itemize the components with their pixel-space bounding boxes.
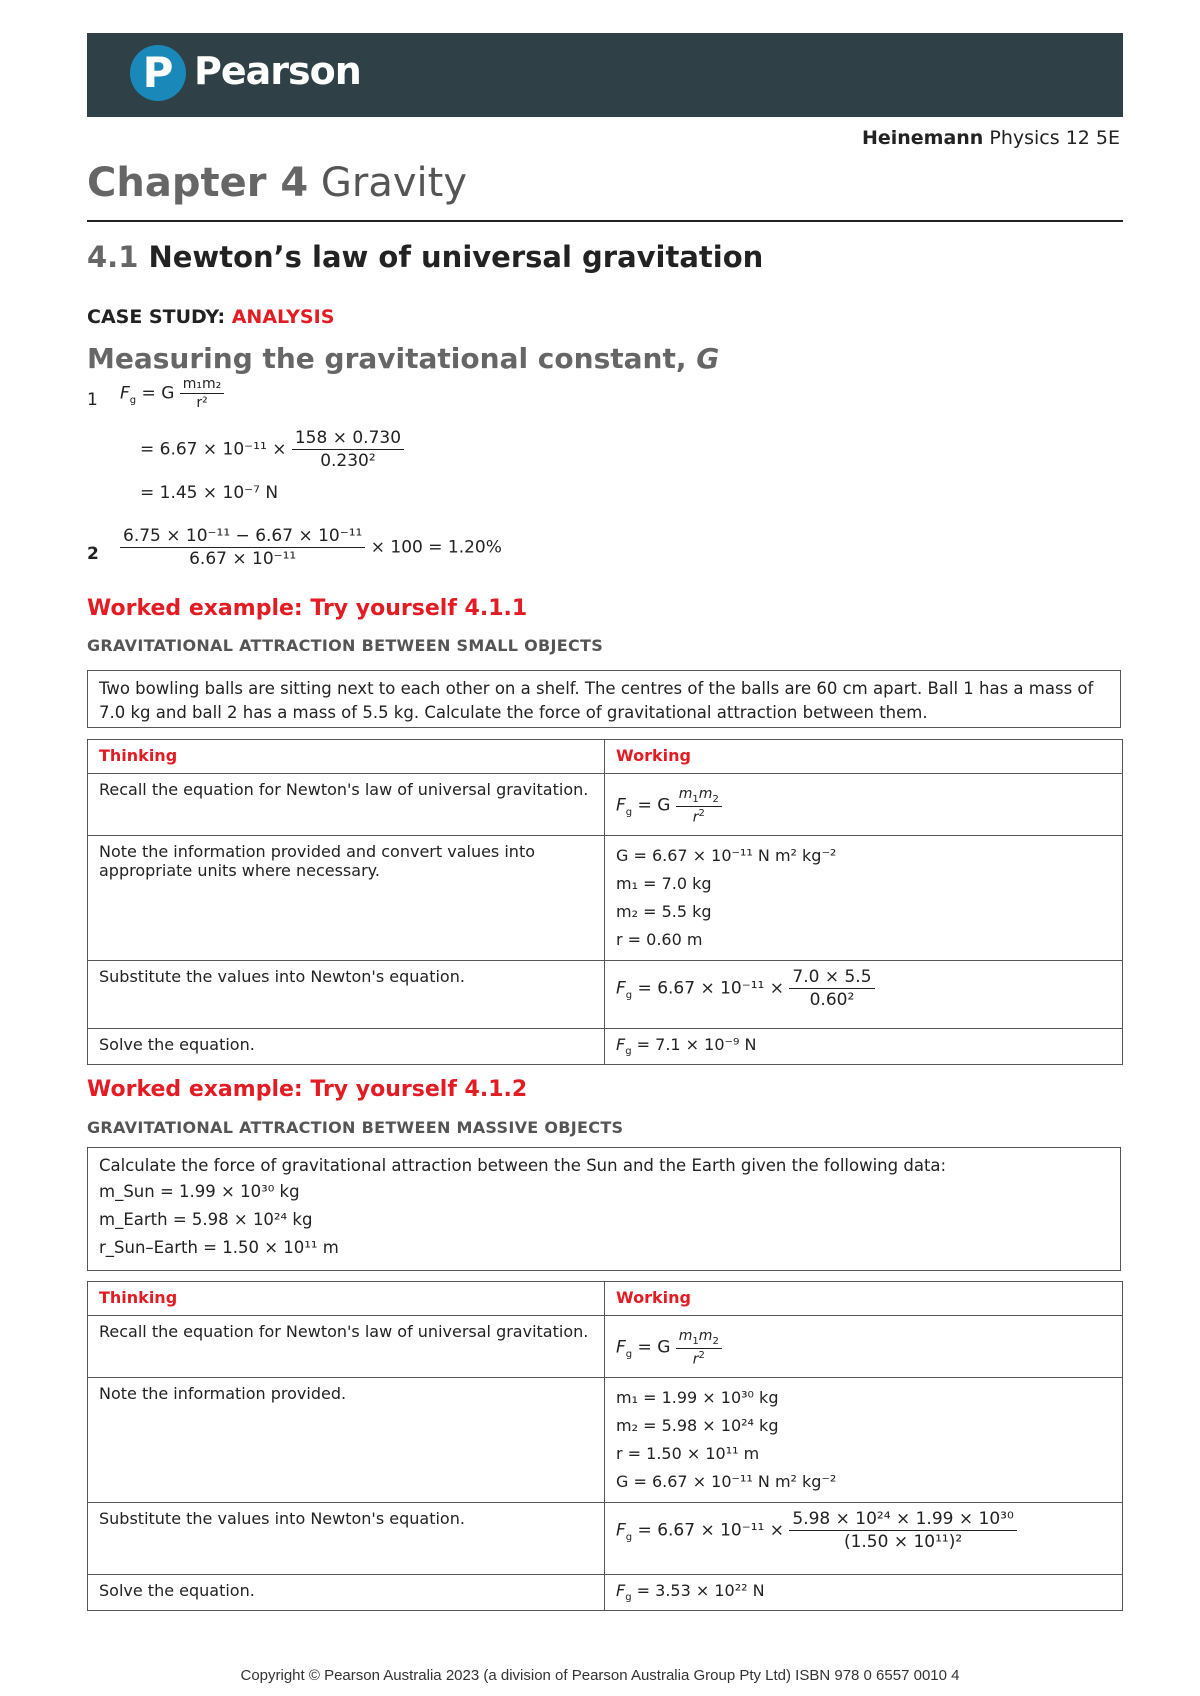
logo-glyph: P [142,48,174,97]
title-rule [87,220,1123,222]
copyright-footer: Copyright © Pearson Australia 2023 (a division of Pearson Australia Group Pty Ltd) ISBN 978 0 6557 0010 4 [240,1667,960,1684]
pearson-logo-icon [130,45,186,101]
answer-1-line2: = 6.67 × 10⁻¹¹ × $\frac{158 \times 0.730}{\text{0.230²}}$ [140,428,404,471]
table-row: Substitute the values into Newton's equation. $F_g = 6.67 \times 10^{-11}$ × $\frac{7.0 \times 5.5}{\text{0.60²}}$ [88,961,1123,1029]
section-title: 4.1 Newton’s law of universal gravitation [87,240,764,274]
table-row: Note the information provided. m₁ = 1.99 × 10³⁰ kg m₂ = 5.98 × 10²⁴ kg r = 1.50 × 10¹¹ m G = 6.67 × 10⁻¹¹ N m² kg⁻² [88,1378,1123,1503]
table-row: Substitute the values into Newton's equation. $F_g = 6.67 \times 10^{-11}$ × $\frac{\text{5.98 × 10²⁴ × 1.99 × 10³⁰}}{\text{(1.50 × 10¹¹)²}}$ [88,1503,1123,1575]
example-2-subtitle: GRAVITATIONAL ATTRACTION BETWEEN MASSIVE OBJECTS [87,1118,624,1137]
answer-1-line3: = 1.45 × 10⁻⁷ N [140,483,279,503]
header-banner [87,33,1123,117]
table-row: Solve the equation. $F_g = 3.53 \times 10^{22}$ N [88,1575,1123,1611]
table-row: Solve the equation. $F_g = 7.1 \times 10^{-9}$ N [88,1029,1123,1065]
example-2-table [87,1281,1123,1611]
working-cell: $F_g = G$ $\frac{m_1m_2}{r^2}$ [605,774,1123,836]
example-1-table [87,739,1123,1065]
table-row: Recall the equation for Newton's law of universal gravitation. $F_g = G$ $\frac{m_1m_2}{r^2}$ [88,1316,1123,1378]
table-header-thinking: Thinking [88,1282,605,1316]
example-2-title: Worked example: Try yourself 4.1.2 [87,1077,528,1102]
example-1-subtitle: GRAVITATIONAL ATTRACTION BETWEEN SMALL OBJECTS [87,636,604,655]
example-1-question: Two bowling balls are sitting next to each other on a shelf. The centres of the balls are 60 cm apart. Ball 1 has a mass of 7.0 kg and ball 2 has a mass of 5.5 kg. Calculate the force of gravitational attraction between them. [87,670,1121,728]
working-cell: G = 6.67 × 10⁻¹¹ N m² kg⁻² m₁ = 7.0 kg m₂ = 5.5 kg r = 0.60 m [605,836,1123,961]
book-title: Heinemann Physics 12 5E [861,127,1120,149]
answer-2-number: 2 [87,544,99,564]
table-header-thinking: Thinking [88,740,605,774]
table-header-working: Working [605,1282,1123,1316]
answer-1-line1: $F_g = G$ $\frac{\text{m₁m₂}}{\text{r²}}$ [120,376,224,411]
working-cell: $F_g = 6.67 \times 10^{-11}$ × $\frac{7.0 \times 5.5}{\text{0.60²}}$ [605,961,1123,1029]
example-1-title: Worked example: Try yourself 4.1.1 [87,596,528,621]
example-2-question: Calculate the force of gravitational attraction between the Sun and the Earth given the following data: m_Sun = 1.99 × 10³⁰ kg m_Earth = 5.98 × 10²⁴ kg r_Sun–Earth = 1.50 × 10¹¹ m [87,1147,1121,1271]
answer-2-line: $\frac{\text{6.75 × 10⁻¹¹ − 6.67 × 10⁻¹¹}}{\text{6.67 × 10⁻¹¹}}$ × 100 = 1.20% [120,526,502,569]
working-cell: $F_g = G$ $\frac{m_1m_2}{r^2}$ [605,1316,1123,1378]
subheading: Measuring the gravitational constant, G [87,342,720,375]
working-cell: $F_g = 3.53 \times 10^{22}$ N [605,1575,1123,1611]
working-cell: $F_g = 6.67 \times 10^{-11}$ × $\frac{\text{5.98 × 10²⁴ × 1.99 × 10³⁰}}{\text{(1.50 × 10¹¹)²}}$ [605,1503,1123,1575]
table-row: Note the information provided and convert values into appropriate units where necessary. G = 6.67 × 10⁻¹¹ N m² kg⁻² m₁ = 7.0 kg m₂ = 5.5 kg r = 0.60 m [88,836,1123,961]
table-row: Recall the equation for Newton's law of universal gravitation. $F_g = G$ $\frac{m_1m_2}{r^2}$ [88,774,1123,836]
working-cell: m₁ = 1.99 × 10³⁰ kg m₂ = 5.98 × 10²⁴ kg r = 1.50 × 10¹¹ m G = 6.67 × 10⁻¹¹ N m² kg⁻² [605,1378,1123,1503]
chapter-title: Chapter 4 Gravity [87,160,468,206]
answer-1-number: 1 [87,390,98,410]
table-header-working: Working [605,740,1123,774]
working-cell: $F_g = 7.1 \times 10^{-9}$ N [605,1029,1123,1065]
case-study-label: CASE STUDY: ANALYSIS [87,306,335,328]
logo-text: Pearson [194,49,361,93]
